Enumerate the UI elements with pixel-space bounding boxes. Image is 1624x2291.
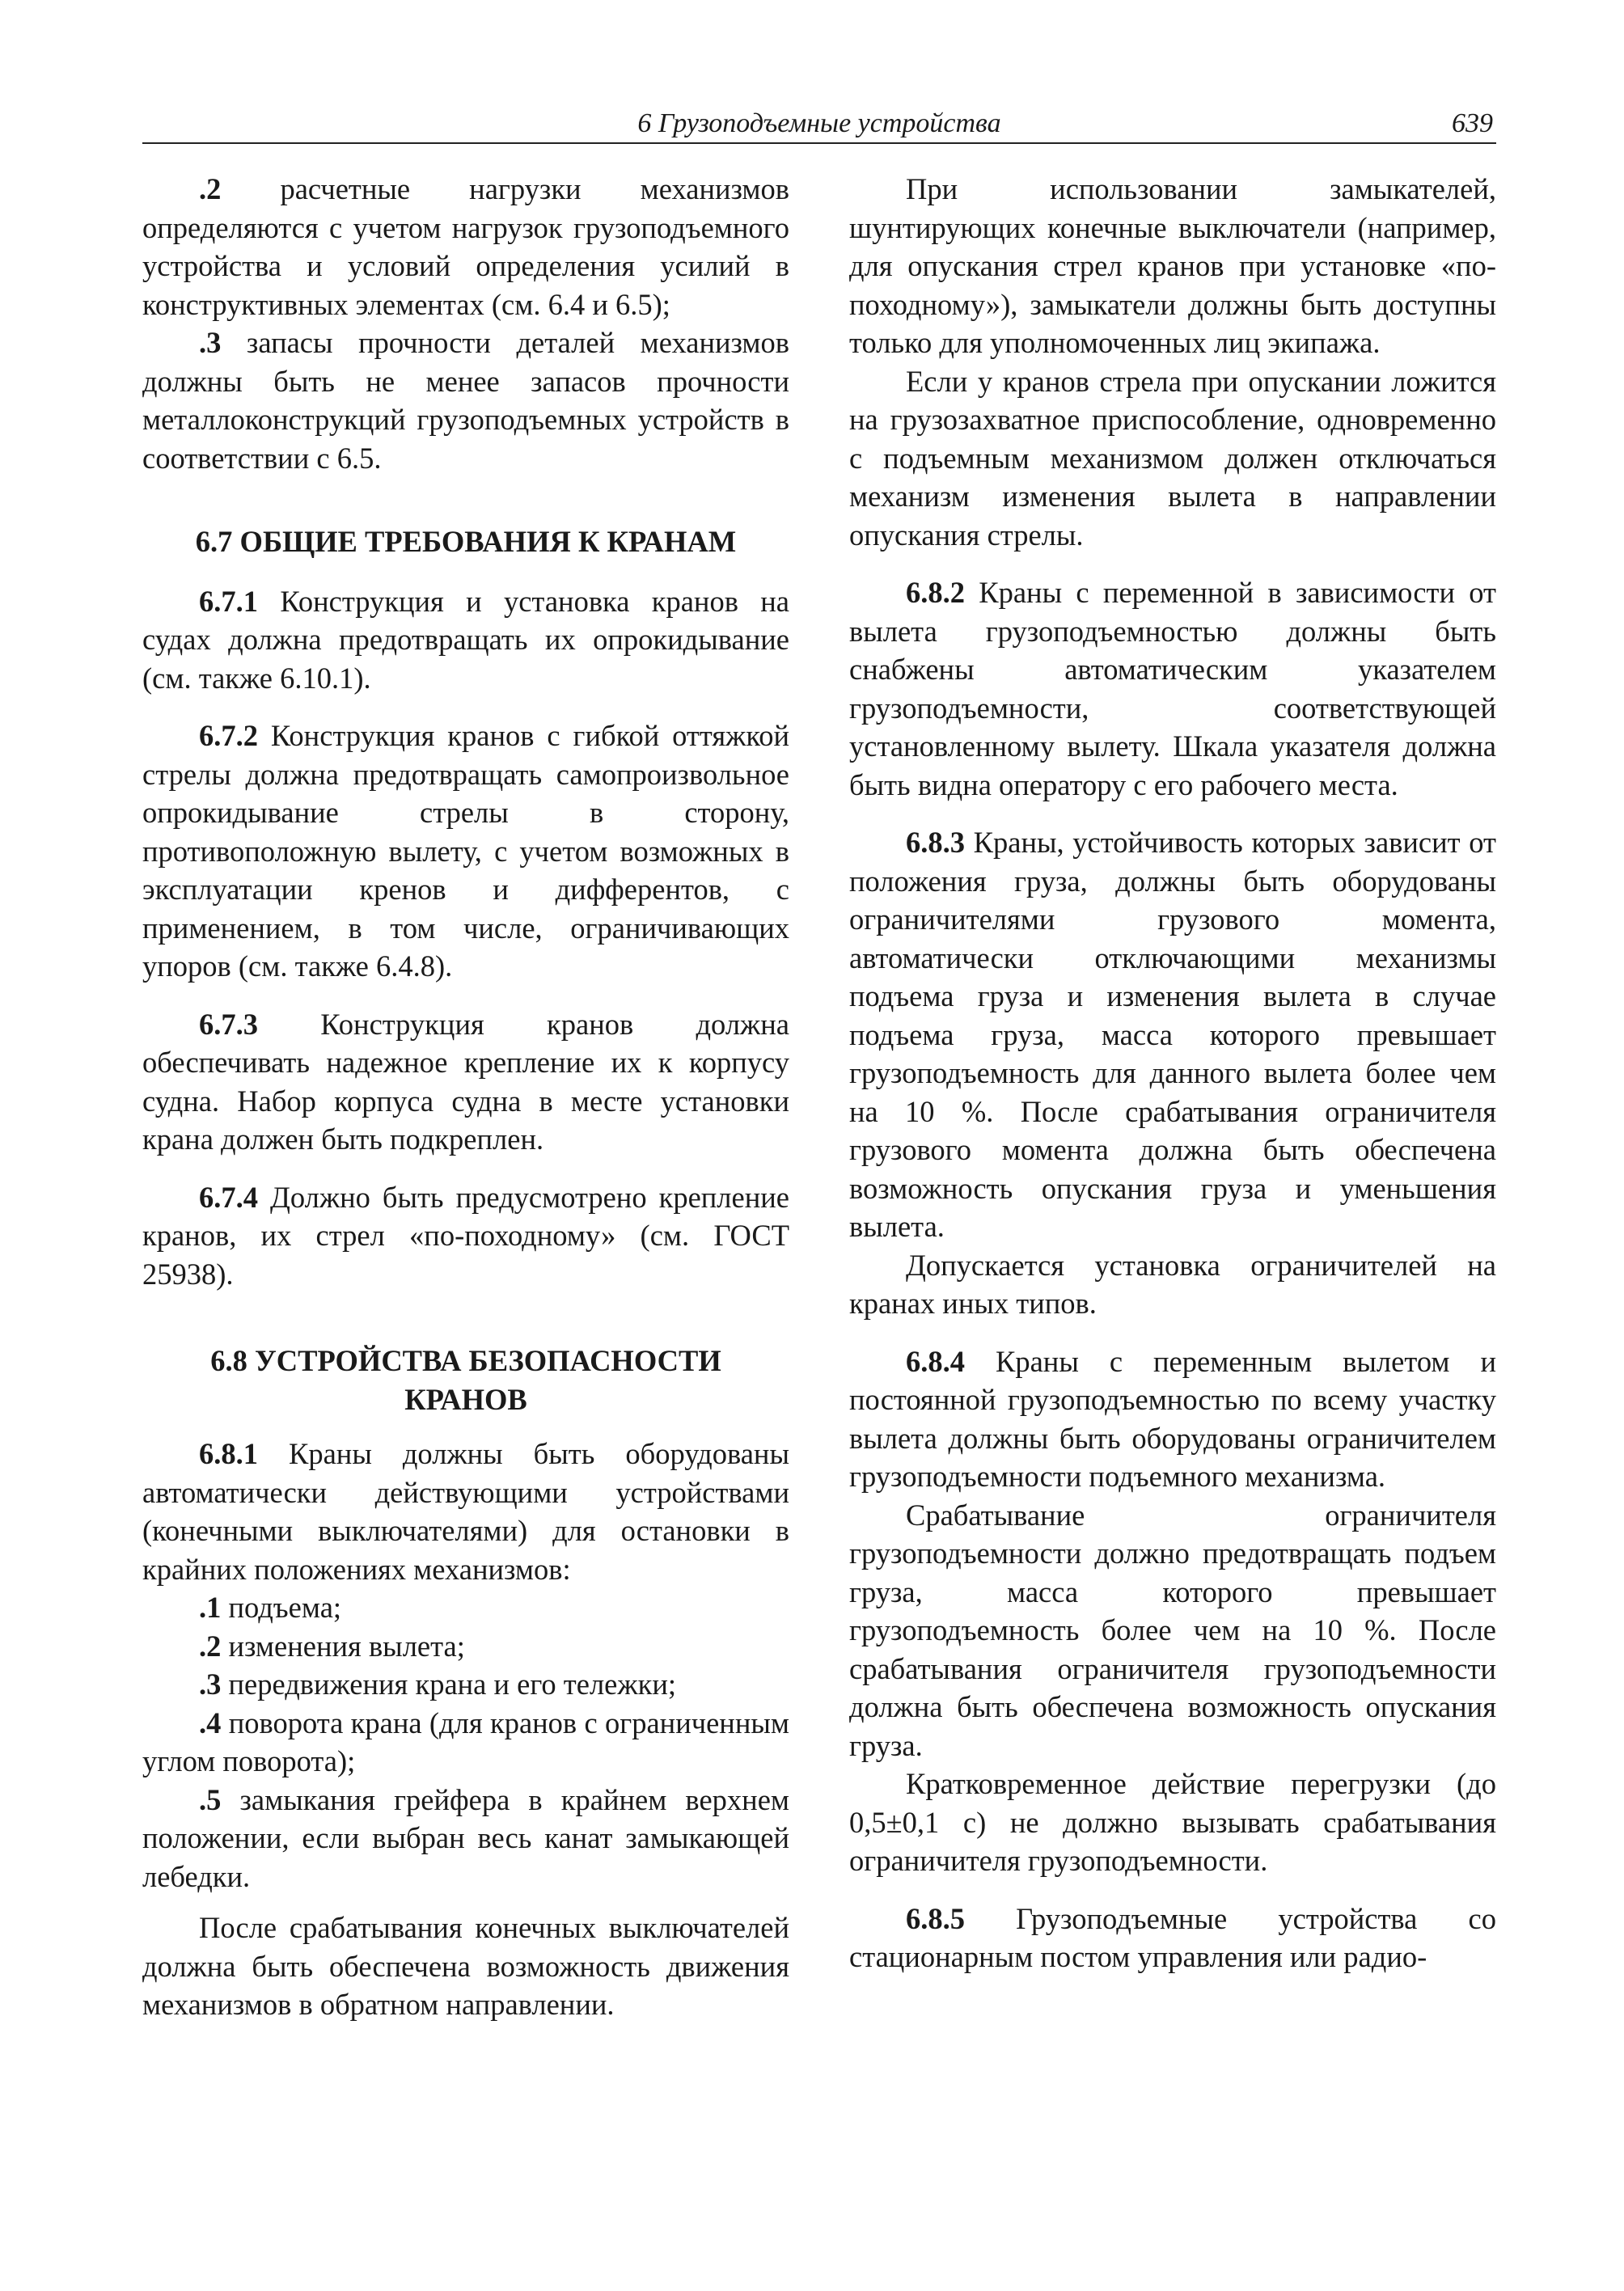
- list-item: [142, 1627, 789, 1666]
- list-item: [142, 1704, 789, 1781]
- paragraph-short-circuit: При использовании замыкателей, шунтирующих конечные выключатели (например, для опускания стрел кранов при установке «по-походному»), замыкатели должны быть доступны только для уполномоченных лиц экипажа.: [849, 172, 1496, 359]
- paragraph-after-list: После срабатывания конечных выключателей должна быть обеспечена возможность движения механизмов в обратном направлении.: [142, 1911, 789, 2021]
- item-text: передвижения крана и его тележки;: [221, 1668, 676, 1701]
- paragraph-text: запасы прочности деталей механизмов должны быть не менее запасов прочности металлоконструкций грузоподъемных устройств в соответствии с 6.5.: [142, 326, 789, 475]
- clause-number: 6.8.3: [906, 826, 965, 859]
- paragraph-6-8-1: [142, 1435, 789, 1588]
- paragraph-text: Краны, устойчивость которых зависит от положения груза, должны быть оборудованы ограничителями грузового момента, автоматически отключающими механизмы подъема груза и изменения вылета в случае подъема груза, масса которого превышает грузоподъемность для данного вылета более чем на 10 %. После срабатывания ограничителя грузового момента должна быть обеспечена возможность опускания груза и уменьшения вылета.: [849, 826, 1496, 1243]
- paragraph-text: Краны должны быть оборудованы автоматически действующими устройствами (конечными выключателями) для остановки в крайних положениях механизмов:: [142, 1437, 789, 1586]
- paragraph-6-6-item-3: [142, 323, 789, 477]
- paragraph-6-8-5: [849, 1900, 1496, 1976]
- heading-line-1: 6.8 УСТРОЙСТВА БЕЗОПАСНОСТИ: [210, 1344, 721, 1377]
- paragraph-boom-lowering: Если у кранов стрела при опускании ложится на грузозахватное приспособление, одновременно с подъемным механизмом должен отключаться механизм изменения вылета в направлении опускания стрелы.: [849, 364, 1496, 552]
- page-number: 639: [1452, 108, 1493, 138]
- list-item: [142, 1781, 789, 1896]
- item-text: подъема;: [221, 1591, 342, 1624]
- paragraph-text: Конструкция кранов должна обеспечивать надежное крепление их к корпусу судна. Набор корпуса судна в месте установки крана должен быть подкреплен.: [142, 1007, 789, 1156]
- clause-number: 6.7.4: [199, 1180, 258, 1214]
- paragraph-text: Конструкция кранов с гибкой оттяжкой стрелы должна предотвращать самопроизвольное опрокидывание стрелы в сторону, противоположную вылету, с учетом возможных в эксплуатации кренов и дифферентов, с применением, в том числе, ограничивающих упоров (см. также 6.4.8).: [142, 719, 789, 983]
- paragraph-text: Должно быть предусмотрено крепление кранов, их стрел «по-походному» (см. ГОСТ 25938).: [142, 1180, 789, 1291]
- clause-number: 6.7.3: [199, 1007, 258, 1041]
- paragraph-6-8-4-b: Срабатывание ограничителя грузоподъемности должно предотвращать подъем груза, масса которого превышает грузоподъемность более чем на 10 %. После срабатывания ограничителя грузоподъемности должна быть обеспечена возможность опускания груза.: [849, 1498, 1496, 1762]
- paragraph-6-6-item-2: [142, 170, 789, 323]
- clause-number: 6.7.1: [199, 584, 258, 618]
- paragraph-6-8-4-c: Кратковременное действие перегрузки (до 0,5±0,1 с) не должно вызывать срабатывания ограничителя грузоподъемности.: [849, 1767, 1496, 1877]
- running-header: [142, 104, 1496, 144]
- header-title: 6 Грузоподъемные устройства: [637, 108, 1001, 138]
- item-number: .5: [199, 1782, 222, 1816]
- item-number: .2: [199, 1629, 222, 1663]
- item-number: .2: [199, 172, 222, 205]
- paragraph-text: Краны с переменным вылетом и постоянной грузоподъемностью по всему участку вылета должны быть оборудованы ограничителем грузоподъемности подъемного механизма.: [849, 1344, 1496, 1493]
- clause-number: 6.8.1: [199, 1437, 258, 1470]
- list-item: [142, 1588, 789, 1627]
- paragraph-6-8-3: [849, 823, 1496, 1246]
- item-number: .1: [199, 1591, 222, 1624]
- paragraph-6-7-4: [142, 1178, 789, 1294]
- item-number: .3: [199, 326, 222, 359]
- paragraph-6-8-2: [849, 573, 1496, 804]
- section-heading-6-8: [142, 1342, 789, 1418]
- item-text: поворота крана (для кранов с ограниченным углом поворота);: [142, 1706, 789, 1777]
- clause-number: 6.7.2: [199, 719, 258, 752]
- item-number: .4: [199, 1706, 222, 1739]
- paragraph-text: Конструкция и установка кранов на судах должна предотвращать их опрокидывание (см. также 6.10.1).: [142, 584, 789, 695]
- paragraph-6-8-3-note: Допускается установка ограничителей на кранах иных типов.: [849, 1248, 1496, 1320]
- clause-number: 6.8.2: [906, 576, 965, 609]
- heading-line-2: КРАНОВ: [404, 1382, 527, 1416]
- item-number: .3: [199, 1668, 222, 1701]
- paragraph-text: расчетные нагрузки механизмов определяются с учетом нагрузок грузоподъемного устройства и условий определения усилий в конструктивных элементах (см. 6.4 и 6.5);: [142, 172, 789, 321]
- paragraph-text: Краны с переменной в зависимости от вылета грузоподъемностью должны быть снабжены автоматическим указателем грузоподъемности, соответствующей установленному вылету. Шкала указателя должна быть видна оператору с его рабочего места.: [849, 576, 1496, 801]
- paragraph-6-8-4: [849, 1342, 1496, 1496]
- paragraph-6-7-1: [142, 582, 789, 698]
- item-text: изменения вылета;: [221, 1629, 465, 1663]
- clause-number: 6.8.5: [906, 1901, 965, 1935]
- paragraph-6-7-2: [142, 716, 789, 986]
- right-column: [849, 170, 1496, 1989]
- item-text: замыкания грейфера в крайнем верхнем положении, если выбран весь канат замыкающей лебедки.: [142, 1782, 789, 1893]
- section-heading-6-7: 6.7 ОБЩИЕ ТРЕБОВАНИЯ К КРАНАМ: [195, 525, 737, 558]
- clause-number: 6.8.4: [906, 1344, 965, 1378]
- list-item: [142, 1665, 789, 1704]
- left-column: [142, 170, 789, 2037]
- paragraph-text: Грузоподъемные устройства со стационарным постом управления или радио-: [849, 1901, 1496, 1973]
- paragraph-6-7-3: [142, 1005, 789, 1159]
